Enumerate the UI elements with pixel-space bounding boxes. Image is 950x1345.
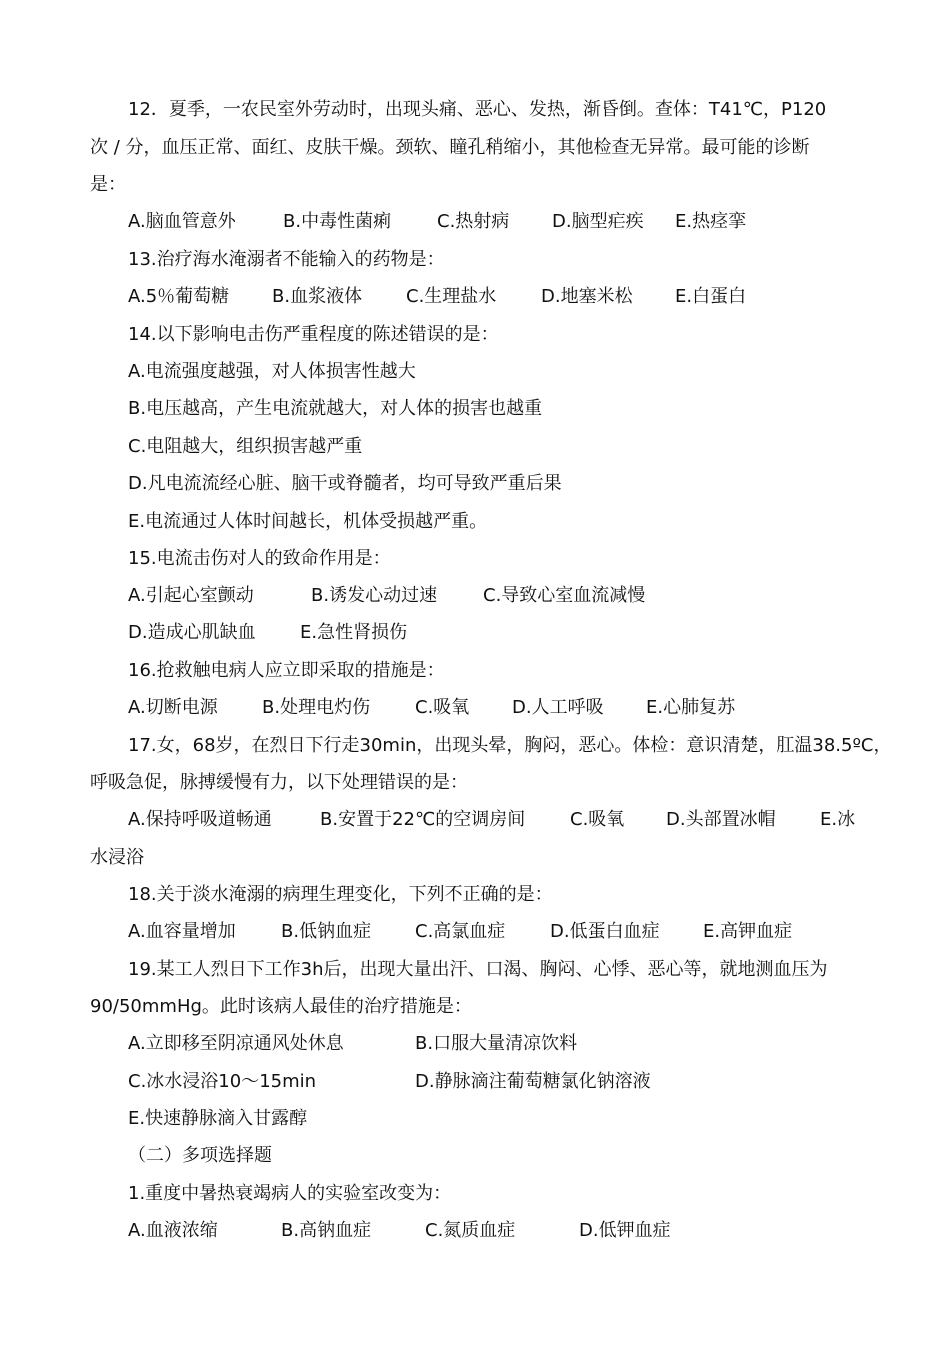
question-12-option-a: A.脑血管意外 [128,211,236,232]
question-13-option-a: A.5％葡萄糖 [128,286,230,307]
question-18-option-c: C.高氯血症 [415,921,506,942]
question-19-option-d: D.静脉滴注葡萄糖氯化钠溶液 [415,1071,651,1092]
question-19-line-1: 19.某工人烈日下工作3h后，出现大量出汗、口渴、胸闷、心悸、恶心等，就地测血压为 [128,959,828,980]
question-16-option-c: C.吸氧 [415,697,470,718]
question-19-option-c: C.冰水浸浴10～15min [128,1071,317,1092]
question-14-option-e: E.电流通过人体时间越长，机体受损越严重。 [128,511,488,532]
question-14-option-b: B.电压越高，产生电流就越大，对人体的损害也越重 [128,398,543,419]
question-16-stem: 16.抢救触电病人应立即采取的措施是： [128,660,445,681]
question-18-option-b: B.低钠血症 [281,921,372,942]
question-17-option-a: A.保持呼吸道畅通 [128,809,272,830]
question-16-option-a: A.切断电源 [128,697,218,718]
question-17-line-1: 17.女，68岁，在烈日下行走30min，出现头晕，胸闷，恶心。体检：意识清楚，肛温38.5ºC， [128,735,892,756]
question-19-line-2: 90/50mmHg。此时该病人最佳的治疗措施是： [90,996,472,1017]
question-12-option-b: B.中毒性菌痢 [283,211,392,232]
question-15-option-c: C.导致心室血流减慢 [483,585,646,606]
question-17-option-d: D.头部置冰帽 [666,809,776,830]
question-19-option-b: B.口服大量清凉饮料 [415,1033,578,1054]
question-17-option-c: C.吸氧 [570,809,625,830]
question-14-option-c: C.电阻越大，组织损害越严重 [128,436,363,457]
question-12-option-c: C.热射病 [437,211,510,232]
question-15-option-a: A.引起心室颤动 [128,585,254,606]
multi-question-1-stem: 1.重度中暑热衰竭病人的实验室改变为： [128,1183,452,1204]
question-12-line-1: 12．夏季，一农民室外劳动时，出现头痛、恶心、发热，渐昏倒。查体：T41℃，P120 [128,99,827,120]
multi-question-1-option-d: D.低钾血症 [579,1220,671,1241]
question-15-option-e: E.急性肾损伤 [300,622,408,643]
question-17-line-2: 呼吸急促，脉搏缓慢有力，以下处理错误的是： [90,772,468,793]
question-15-option-d: D.造成心肌缺血 [128,622,256,643]
question-12-option-d: D.脑型疟疾 [552,211,644,232]
question-14-stem: 14.以下影响电击伤严重程度的陈述错误的是： [128,324,499,345]
question-17-option-b: B.安置于22℃的空调房间 [320,809,526,830]
question-12-line-2: 次 / 分，血压正常、面红、皮肤干燥。颈软、瞳孔稍缩小，其他检查无异常。最可能的诊断 [90,137,810,158]
question-18-option-d: D.低蛋白血症 [550,921,660,942]
question-19-option-e: E.快速静脉滴入甘露醇 [128,1108,308,1129]
question-13-stem: 13.治疗海水淹溺者不能输入的药物是： [128,249,445,270]
question-18-option-a: A.血容量增加 [128,921,236,942]
question-12-line-3: 是： [90,174,126,195]
question-16-option-e: E.心肺复苏 [646,697,736,718]
question-17-option-e-continued: 水浸浴 [90,847,144,868]
multi-question-1-option-b: B.高钠血症 [281,1220,372,1241]
question-18-stem: 18.关于淡水淹溺的病理生理变化，下列不正确的是： [128,884,553,905]
question-16-option-b: B.处理电灼伤 [262,697,371,718]
question-15-stem: 15.电流击伤对人的致命作用是： [128,548,391,569]
multi-question-1-option-a: A.血液浓缩 [128,1220,218,1241]
question-12-option-e: E.热痉挛 [675,211,747,232]
question-19-option-a: A.立即移至阴凉通风处休息 [128,1033,344,1054]
question-18-option-e: E.高钾血症 [703,921,793,942]
question-13-option-c: C.生理盐水 [406,286,497,307]
multi-question-1-option-c: C.氮质血症 [425,1220,516,1241]
question-13-option-d: D.地塞米松 [541,286,633,307]
question-17-option-e: E.冰 [820,809,856,830]
question-13-option-e: E.白蛋白 [675,286,747,307]
question-14-option-a: A.电流强度越强，对人体损害性越大 [128,361,416,382]
question-16-option-d: D.人工呼吸 [512,697,604,718]
section-title-multiple-choice: （二）多项选择题 [128,1145,272,1166]
question-14-option-d: D.凡电流流经心脏、脑干或脊髓者，均可导致严重后果 [128,473,562,494]
question-15-option-b: B.诱发心动过速 [311,585,438,606]
question-13-option-b: B.血浆液体 [272,286,363,307]
